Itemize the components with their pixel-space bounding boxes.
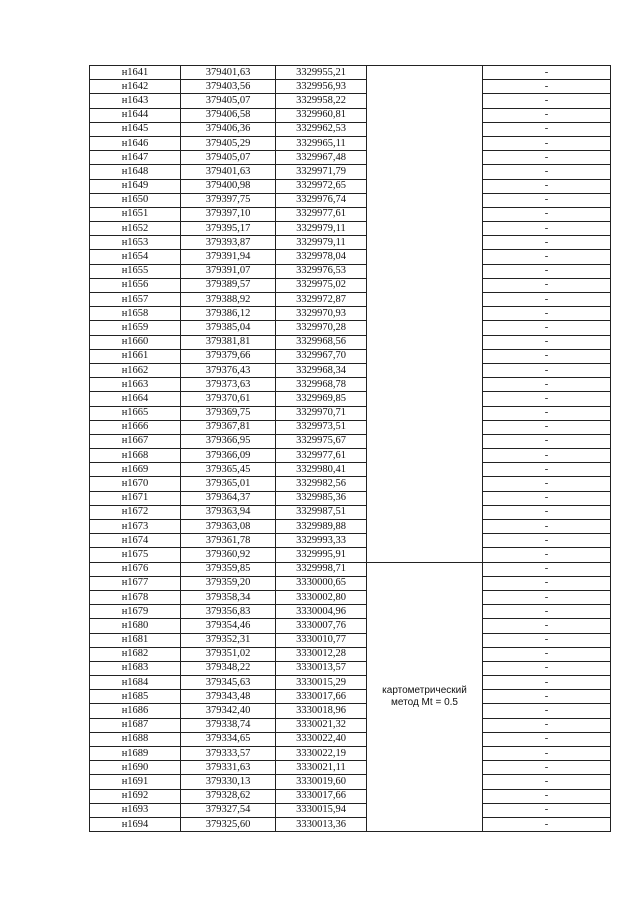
point-id-cell: н1650: [90, 193, 181, 207]
accuracy-cell: -: [483, 605, 611, 619]
accuracy-cell: -: [483, 463, 611, 477]
x-coordinate-cell: 379366,09: [181, 449, 276, 463]
point-id-cell: н1679: [90, 605, 181, 619]
x-coordinate-cell: 379379,66: [181, 349, 276, 363]
accuracy-cell: -: [483, 562, 611, 576]
accuracy-cell: -: [483, 321, 611, 335]
table-row: [90, 207, 611, 221]
y-coordinate-cell: 3329970,28: [276, 321, 367, 335]
table-row: [90, 463, 611, 477]
point-id-cell: н1664: [90, 392, 181, 406]
accuracy-cell: -: [483, 789, 611, 803]
x-coordinate-cell: 379352,31: [181, 633, 276, 647]
table-row: [90, 449, 611, 463]
table-row: [90, 647, 611, 661]
accuracy-cell: -: [483, 676, 611, 690]
x-coordinate-cell: 379365,01: [181, 477, 276, 491]
x-coordinate-cell: 379403,56: [181, 80, 276, 94]
table-row: [90, 661, 611, 675]
table-row: [90, 179, 611, 193]
accuracy-cell: -: [483, 420, 611, 434]
accuracy-cell: -: [483, 293, 611, 307]
x-coordinate-cell: 379328,62: [181, 789, 276, 803]
x-coordinate-cell: 379369,75: [181, 406, 276, 420]
accuracy-cell: -: [483, 250, 611, 264]
x-coordinate-cell: 379351,02: [181, 647, 276, 661]
table-row: [90, 605, 611, 619]
x-coordinate-cell: 379364,37: [181, 491, 276, 505]
x-coordinate-cell: 379397,75: [181, 193, 276, 207]
y-coordinate-cell: 3329998,71: [276, 562, 367, 576]
y-coordinate-cell: 3330021,32: [276, 718, 367, 732]
x-coordinate-cell: 379388,92: [181, 293, 276, 307]
x-coordinate-cell: 379405,07: [181, 94, 276, 108]
table-row: [90, 761, 611, 775]
table-row: [90, 576, 611, 590]
point-id-cell: н1673: [90, 520, 181, 534]
accuracy-cell: -: [483, 264, 611, 278]
method-cell: [367, 66, 483, 563]
point-id-cell: н1659: [90, 321, 181, 335]
table-row: [90, 122, 611, 136]
x-coordinate-cell: 379345,63: [181, 676, 276, 690]
accuracy-cell: -: [483, 576, 611, 590]
point-id-cell: н1655: [90, 264, 181, 278]
point-id-cell: н1685: [90, 690, 181, 704]
accuracy-cell: -: [483, 335, 611, 349]
table-row: [90, 349, 611, 363]
y-coordinate-cell: 3330012,28: [276, 647, 367, 661]
point-id-cell: н1648: [90, 165, 181, 179]
y-coordinate-cell: 3329956,93: [276, 80, 367, 94]
accuracy-cell: -: [483, 775, 611, 789]
x-coordinate-cell: 379348,22: [181, 661, 276, 675]
table-row: [90, 94, 611, 108]
point-id-cell: н1668: [90, 449, 181, 463]
table-row: [90, 136, 611, 150]
point-id-cell: н1646: [90, 136, 181, 150]
x-coordinate-cell: 379405,07: [181, 151, 276, 165]
y-coordinate-cell: 3329955,21: [276, 66, 367, 80]
x-coordinate-cell: 379327,54: [181, 803, 276, 817]
accuracy-cell: -: [483, 108, 611, 122]
y-coordinate-cell: 3329975,67: [276, 434, 367, 448]
table-row: [90, 392, 611, 406]
method-cell: картометрический метод Mt = 0.5: [367, 562, 483, 832]
accuracy-cell: -: [483, 278, 611, 292]
x-coordinate-cell: 379389,57: [181, 278, 276, 292]
y-coordinate-cell: 3329962,53: [276, 122, 367, 136]
accuracy-cell: -: [483, 661, 611, 675]
x-coordinate-cell: 379363,08: [181, 520, 276, 534]
accuracy-cell: -: [483, 718, 611, 732]
y-coordinate-cell: 3329995,91: [276, 548, 367, 562]
accuracy-cell: -: [483, 761, 611, 775]
point-id-cell: н1658: [90, 307, 181, 321]
y-coordinate-cell: 3329982,56: [276, 477, 367, 491]
point-id-cell: н1680: [90, 619, 181, 633]
point-id-cell: н1649: [90, 179, 181, 193]
table-row: [90, 378, 611, 392]
coordinates-table: [89, 65, 611, 832]
y-coordinate-cell: 3329971,79: [276, 165, 367, 179]
table-row: [90, 619, 611, 633]
x-coordinate-cell: 379406,58: [181, 108, 276, 122]
x-coordinate-cell: 379393,87: [181, 236, 276, 250]
y-coordinate-cell: 3329958,22: [276, 94, 367, 108]
x-coordinate-cell: 379361,78: [181, 534, 276, 548]
x-coordinate-cell: 379373,63: [181, 378, 276, 392]
point-id-cell: н1651: [90, 207, 181, 221]
y-coordinate-cell: 3329975,02: [276, 278, 367, 292]
y-coordinate-cell: 3329987,51: [276, 505, 367, 519]
accuracy-cell: -: [483, 349, 611, 363]
accuracy-cell: -: [483, 633, 611, 647]
x-coordinate-cell: 379331,63: [181, 761, 276, 775]
x-coordinate-cell: 379343,48: [181, 690, 276, 704]
y-coordinate-cell: 3330018,96: [276, 704, 367, 718]
table-row: [90, 732, 611, 746]
y-coordinate-cell: 3329989,88: [276, 520, 367, 534]
y-coordinate-cell: 3329970,71: [276, 406, 367, 420]
y-coordinate-cell: 3329980,41: [276, 463, 367, 477]
point-id-cell: н1676: [90, 562, 181, 576]
point-id-cell: н1690: [90, 761, 181, 775]
x-coordinate-cell: 379363,94: [181, 505, 276, 519]
point-id-cell: н1683: [90, 661, 181, 675]
table-row: [90, 151, 611, 165]
accuracy-cell: -: [483, 207, 611, 221]
point-id-cell: н1694: [90, 817, 181, 831]
accuracy-cell: -: [483, 80, 611, 94]
x-coordinate-cell: 379330,13: [181, 775, 276, 789]
accuracy-cell: -: [483, 222, 611, 236]
accuracy-cell: -: [483, 647, 611, 661]
table-row: [90, 193, 611, 207]
x-coordinate-cell: 379381,81: [181, 335, 276, 349]
y-coordinate-cell: 3329960,81: [276, 108, 367, 122]
accuracy-cell: -: [483, 491, 611, 505]
y-coordinate-cell: 3329968,78: [276, 378, 367, 392]
point-id-cell: н1671: [90, 491, 181, 505]
accuracy-cell: -: [483, 193, 611, 207]
x-coordinate-cell: 379356,83: [181, 605, 276, 619]
coordinates-table-body: [90, 66, 611, 832]
point-id-cell: н1661: [90, 349, 181, 363]
x-coordinate-cell: 379385,04: [181, 321, 276, 335]
y-coordinate-cell: 3329967,70: [276, 349, 367, 363]
x-coordinate-cell: 379325,60: [181, 817, 276, 831]
y-coordinate-cell: 3330000,65: [276, 576, 367, 590]
x-coordinate-cell: 379365,45: [181, 463, 276, 477]
table-row: [90, 434, 611, 448]
y-coordinate-cell: 3329972,87: [276, 293, 367, 307]
table-row: [90, 718, 611, 732]
x-coordinate-cell: 379359,20: [181, 576, 276, 590]
y-coordinate-cell: 3329978,04: [276, 250, 367, 264]
y-coordinate-cell: 3330017,66: [276, 789, 367, 803]
x-coordinate-cell: 379400,98: [181, 179, 276, 193]
point-id-cell: н1654: [90, 250, 181, 264]
y-coordinate-cell: 3330010,77: [276, 633, 367, 647]
table-row: [90, 321, 611, 335]
accuracy-cell: -: [483, 590, 611, 604]
table-row: [90, 293, 611, 307]
accuracy-cell: -: [483, 236, 611, 250]
x-coordinate-cell: 379391,07: [181, 264, 276, 278]
y-coordinate-cell: 3330019,60: [276, 775, 367, 789]
accuracy-cell: -: [483, 520, 611, 534]
table-row: [90, 66, 611, 80]
table-row: [90, 747, 611, 761]
accuracy-cell: -: [483, 449, 611, 463]
point-id-cell: н1665: [90, 406, 181, 420]
point-id-cell: н1689: [90, 747, 181, 761]
table-row: [90, 676, 611, 690]
point-id-cell: н1692: [90, 789, 181, 803]
point-id-cell: н1678: [90, 590, 181, 604]
point-id-cell: н1657: [90, 293, 181, 307]
point-id-cell: н1674: [90, 534, 181, 548]
point-id-cell: н1670: [90, 477, 181, 491]
accuracy-cell: -: [483, 136, 611, 150]
point-id-cell: н1647: [90, 151, 181, 165]
x-coordinate-cell: 379333,57: [181, 747, 276, 761]
y-coordinate-cell: 3329965,11: [276, 136, 367, 150]
y-coordinate-cell: 3329976,53: [276, 264, 367, 278]
table-row: [90, 817, 611, 831]
accuracy-cell: -: [483, 619, 611, 633]
point-id-cell: н1681: [90, 633, 181, 647]
point-id-cell: н1675: [90, 548, 181, 562]
point-id-cell: н1663: [90, 378, 181, 392]
accuracy-cell: -: [483, 363, 611, 377]
table-row: [90, 520, 611, 534]
point-id-cell: н1688: [90, 732, 181, 746]
y-coordinate-cell: 3329979,11: [276, 222, 367, 236]
accuracy-cell: -: [483, 392, 611, 406]
x-coordinate-cell: 379406,36: [181, 122, 276, 136]
x-coordinate-cell: 379401,63: [181, 66, 276, 80]
x-coordinate-cell: 379401,63: [181, 165, 276, 179]
accuracy-cell: -: [483, 690, 611, 704]
point-id-cell: н1652: [90, 222, 181, 236]
table-row: [90, 548, 611, 562]
x-coordinate-cell: 379391,94: [181, 250, 276, 264]
y-coordinate-cell: 3329970,93: [276, 307, 367, 321]
table-row: [90, 363, 611, 377]
table-row: [90, 250, 611, 264]
accuracy-cell: -: [483, 732, 611, 746]
y-coordinate-cell: 3329985,36: [276, 491, 367, 505]
table-row: [90, 590, 611, 604]
y-coordinate-cell: 3329976,74: [276, 193, 367, 207]
point-id-cell: н1687: [90, 718, 181, 732]
x-coordinate-cell: 379376,43: [181, 363, 276, 377]
table-row: [90, 704, 611, 718]
accuracy-cell: -: [483, 66, 611, 80]
accuracy-cell: -: [483, 477, 611, 491]
x-coordinate-cell: 379395,17: [181, 222, 276, 236]
x-coordinate-cell: 379354,46: [181, 619, 276, 633]
table-row: [90, 335, 611, 349]
table-row: [90, 477, 611, 491]
accuracy-cell: -: [483, 747, 611, 761]
point-id-cell: н1643: [90, 94, 181, 108]
point-id-cell: н1645: [90, 122, 181, 136]
point-id-cell: н1686: [90, 704, 181, 718]
point-id-cell: н1662: [90, 363, 181, 377]
accuracy-cell: -: [483, 817, 611, 831]
point-id-cell: н1693: [90, 803, 181, 817]
point-id-cell: н1669: [90, 463, 181, 477]
x-coordinate-cell: 379386,12: [181, 307, 276, 321]
point-id-cell: н1666: [90, 420, 181, 434]
table-row: [90, 491, 611, 505]
point-id-cell: н1644: [90, 108, 181, 122]
point-id-cell: н1660: [90, 335, 181, 349]
y-coordinate-cell: 3329972,65: [276, 179, 367, 193]
table-row: [90, 420, 611, 434]
x-coordinate-cell: 379405,29: [181, 136, 276, 150]
y-coordinate-cell: 3330013,36: [276, 817, 367, 831]
table-row: [90, 690, 611, 704]
accuracy-cell: -: [483, 122, 611, 136]
x-coordinate-cell: 379360,92: [181, 548, 276, 562]
table-row: [90, 222, 611, 236]
table-row: [90, 165, 611, 179]
table-row: [90, 108, 611, 122]
point-id-cell: н1642: [90, 80, 181, 94]
table-row: [90, 236, 611, 250]
y-coordinate-cell: 3329968,34: [276, 363, 367, 377]
y-coordinate-cell: 3329977,61: [276, 449, 367, 463]
table-row: [90, 534, 611, 548]
y-coordinate-cell: 3329973,51: [276, 420, 367, 434]
x-coordinate-cell: 379342,40: [181, 704, 276, 718]
point-id-cell: н1656: [90, 278, 181, 292]
accuracy-cell: -: [483, 179, 611, 193]
x-coordinate-cell: 379367,81: [181, 420, 276, 434]
accuracy-cell: -: [483, 434, 611, 448]
y-coordinate-cell: 3330015,94: [276, 803, 367, 817]
x-coordinate-cell: 379358,34: [181, 590, 276, 604]
x-coordinate-cell: 379334,65: [181, 732, 276, 746]
x-coordinate-cell: 379359,85: [181, 562, 276, 576]
y-coordinate-cell: 3330007,76: [276, 619, 367, 633]
accuracy-cell: -: [483, 94, 611, 108]
point-id-cell: н1672: [90, 505, 181, 519]
accuracy-cell: -: [483, 307, 611, 321]
point-id-cell: н1677: [90, 576, 181, 590]
y-coordinate-cell: 3329979,11: [276, 236, 367, 250]
accuracy-cell: -: [483, 803, 611, 817]
point-id-cell: н1653: [90, 236, 181, 250]
table-row: [90, 264, 611, 278]
y-coordinate-cell: 3329967,48: [276, 151, 367, 165]
accuracy-cell: -: [483, 704, 611, 718]
accuracy-cell: -: [483, 378, 611, 392]
y-coordinate-cell: 3329993,33: [276, 534, 367, 548]
table-row: [90, 80, 611, 94]
x-coordinate-cell: 379338,74: [181, 718, 276, 732]
accuracy-cell: -: [483, 505, 611, 519]
table-row: [90, 278, 611, 292]
point-id-cell: н1691: [90, 775, 181, 789]
table-row: [90, 789, 611, 803]
x-coordinate-cell: 379397,10: [181, 207, 276, 221]
table-row: [90, 633, 611, 647]
y-coordinate-cell: 3330013,57: [276, 661, 367, 675]
table-row: [90, 562, 611, 576]
accuracy-cell: -: [483, 165, 611, 179]
y-coordinate-cell: 3330022,19: [276, 747, 367, 761]
table-row: [90, 307, 611, 321]
point-id-cell: н1667: [90, 434, 181, 448]
y-coordinate-cell: 3329977,61: [276, 207, 367, 221]
y-coordinate-cell: 3330022,40: [276, 732, 367, 746]
accuracy-cell: -: [483, 406, 611, 420]
point-id-cell: н1682: [90, 647, 181, 661]
y-coordinate-cell: 3329969,85: [276, 392, 367, 406]
point-id-cell: н1684: [90, 676, 181, 690]
y-coordinate-cell: 3330015,29: [276, 676, 367, 690]
x-coordinate-cell: 379370,61: [181, 392, 276, 406]
table-row: [90, 803, 611, 817]
accuracy-cell: -: [483, 151, 611, 165]
x-coordinate-cell: 379366,95: [181, 434, 276, 448]
y-coordinate-cell: 3330004,96: [276, 605, 367, 619]
table-row: [90, 775, 611, 789]
accuracy-cell: -: [483, 534, 611, 548]
y-coordinate-cell: 3330002,80: [276, 590, 367, 604]
point-id-cell: н1641: [90, 66, 181, 80]
table-row: [90, 406, 611, 420]
y-coordinate-cell: 3330017,66: [276, 690, 367, 704]
y-coordinate-cell: 3330021,11: [276, 761, 367, 775]
accuracy-cell: -: [483, 548, 611, 562]
table-row: [90, 505, 611, 519]
y-coordinate-cell: 3329968,56: [276, 335, 367, 349]
